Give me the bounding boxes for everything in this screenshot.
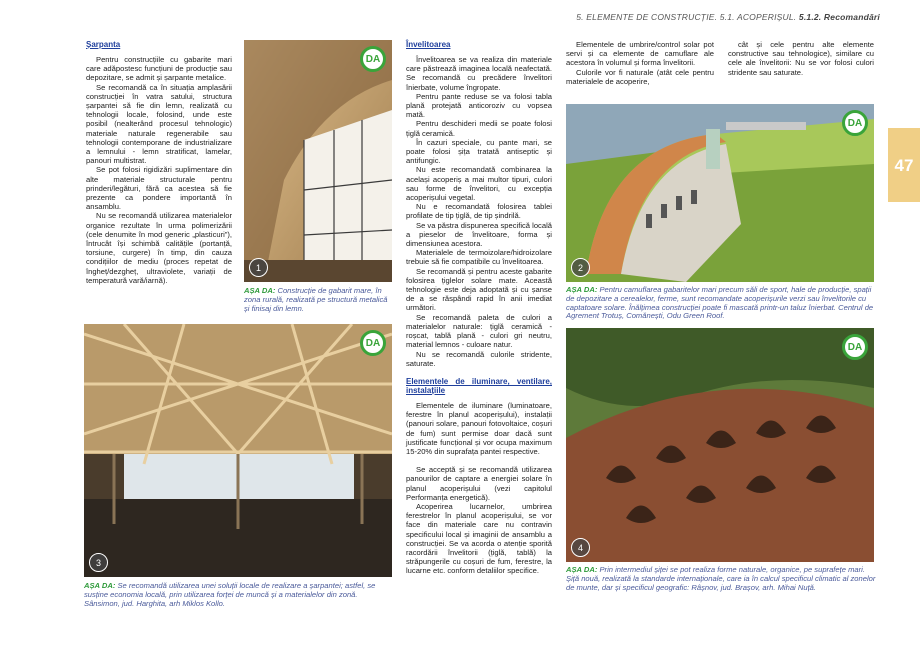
paragraph: Se recomandă ca în situația amplasării construcției în vatra satului, structura șarpantei să fie din lemn, realizată cu tehnologii locale, folosind, unde este posibil (nealterând procesul tehnologic) materiale naturale regenerabile sau tehnologii contemporane de industrializare a lemnului - lemn stratificat, lamelar, panouri multistrat. <box>86 82 232 166</box>
paragraph: În cazuri speciale, cu pante mari, se poate folosi șița tratată antiseptic și antifungic. <box>406 137 552 166</box>
heading-iluminare: Elementele de iluminare, ventilare, instalațiile <box>406 376 552 395</box>
heading-sarpanta: Șarpanta <box>86 40 121 49</box>
column-sarpanta <box>86 40 232 285</box>
photo-1-image <box>244 40 392 282</box>
column-invelitoarea <box>406 40 552 576</box>
paragraph: Pentru pante reduse se va folosi tabla plană protejată anticoroziv cu vopsea mată. <box>406 91 552 120</box>
paragraph: Învelitoarea se va realiza din materiale care păstrează imaginea locală neafectată. Se recomandă cu precădere învelitori înierbate, volume îngropate. <box>406 55 552 92</box>
paragraph: Se va păstra dispunerea specifică locală a pieselor de învelitoare, forma și dimensiunea acestora. <box>406 220 552 249</box>
paragraph: Nu se recomandă culorile stridente, saturate. <box>406 349 552 368</box>
caption-1 <box>244 287 394 313</box>
paragraph: Acoperirea lucarnelor, umbrirea ferestrelor în planul acoperișului, se vor face din materiale care nu contravin specificului local și imaginii de ansamblu a construcției. Se va acorda o atenție sporită racordării învelitorii (țiglă, tablă) la străpungerile cu coșuri de fum, ferestre, la lucarne etc. conform detaliilor specifice. <box>406 501 552 576</box>
column-umbrire <box>566 40 714 86</box>
paragraph: Se recomandă și pentru aceste gabarite folosirea țiglelor solare mate. Această tehnologie este deja adoptată și cu șanse de a se răspândi rapid în anii imediat următori. <box>406 266 552 313</box>
caption-text: Se recomandă utilizarea unei soluții locale de realizare a șarpantei; astfel, se susține economia locală, prin utilizarea forței de muncă și a materialelor din zonă. Sânsimon, jud. Harghita, arh Miklos Kollo. <box>84 581 376 608</box>
paragraph: Elementele de umbrire/control solar pot servi și ca elemente de camuflare ale acestora în volumul și forma învelitorii. <box>566 40 714 68</box>
paragraph: cât și cele pentru alte elemente constructive sau tehnologice), similare cu cele ale învelitorii: Nu se vor folosi culori stridente sau saturate. <box>728 40 874 77</box>
photo-number: 3 <box>89 553 108 572</box>
photo-1 <box>244 40 392 282</box>
paragraph: Elementele de iluminare (luminatoare, ferestre în planul acoperișului), instalații (panouri solare, panouri fotovoltaice, coșuri de fum) sunt permise doar dacă sunt justificate funcțional și vor ocupa maximum 15-20% din suprafața pantei respective. <box>406 400 552 456</box>
caption-2 <box>566 286 876 321</box>
paragraph: Se recomandă paleta de culori a materialelor naturale: țiglă ceramică - roșcat, tablă plană - culori gri neutru, material lemnos - culoare natur. <box>406 312 552 350</box>
column-culori <box>728 40 874 77</box>
photo-number: 4 <box>571 538 590 557</box>
running-header <box>576 12 880 22</box>
paragraph: Nu e recomandată folosirea tablei profilate de tip țiglă, de tip șindrilă. <box>406 202 552 221</box>
caption-label: AȘA DA: <box>244 286 276 295</box>
photo-3-image <box>84 324 392 577</box>
page-number-tab <box>888 128 920 202</box>
photo-4-image <box>566 328 874 562</box>
paragraph: Se pot folosi rigidizări suplimentare din alte materiale structurale pentru prinderi/legături, fără ca acestea să fie prezente ca pondere importantă în ansamblu. <box>86 165 232 212</box>
caption-label: AȘA DA: <box>566 285 598 294</box>
photo-2-image <box>566 104 874 282</box>
paragraph: Se acceptă și se recomandă utilizarea panourilor de captare a energiei solare în planul acoperișului (vezi capitolul Performanța energetică). <box>406 465 552 502</box>
paragraph: Culorile vor fi naturale (atât cele pentru materialele de acoperire, <box>566 67 714 86</box>
paragraph: Nu se recomandă utilizarea materialelor organice rezultate în urma polimerizării (cele denumite în mod generic „plasticuri”), întrucât își schimbă calitățile (portanță, torsiune, curgere) în timp, din cauza condițiilor de mediu (proces repetat de îngheț/dezgheț, ultraviolete, variații de temperatură vară/iarnă). <box>86 211 232 285</box>
approved-badge: DA <box>360 330 386 356</box>
photo-number: 1 <box>249 258 268 277</box>
header-chapter: 5. ELEMENTE DE CONSTRUCȚIE. <box>576 12 718 22</box>
heading-invelitoarea: Învelitoarea <box>406 40 451 49</box>
caption-text: Pentru camuflarea gabaritelor mari precum săli de sport, hale de producție, spații de depozitare a cerealelor, ferme, sunt recomandate acoperișurile verzi sau învelitorile cu captatoare solare. Înălțimea construcției poate fi mascată printr-un taluz înierbat. Centrul de Agrement Trotuș, Comănești, Odu Green Roof. <box>566 285 874 321</box>
caption-text: Prin intermediul șiței se pot realiza forme naturale, organice, pe suprafețe mari. Șiță nouă, realizată la standarde internaționale, care ia în calcul specificul climatic al zonelor de munte, dar și specificul geografic: Râșnov, jud. Brașov, arh. Mihai Nuță. <box>566 565 876 592</box>
page-number: 47 <box>894 156 914 175</box>
photo-4 <box>566 328 874 562</box>
approved-badge: DA <box>360 46 386 72</box>
photo-number: 2 <box>571 258 590 277</box>
caption-label: AȘA DA: <box>84 581 116 590</box>
caption-3 <box>84 582 394 608</box>
header-subsection: 5.1.2. Recomandări <box>798 12 880 22</box>
photo-2 <box>566 104 874 282</box>
header-section: 5.1. ACOPERIȘUL. <box>719 12 797 22</box>
paragraph: Materialele de termoizolare/hidroizolare trebuie să fie compatibile cu învelitoarea. <box>406 248 552 267</box>
caption-4 <box>566 566 876 592</box>
approved-badge: DA <box>842 110 868 136</box>
caption-text: Construcție de gabarit mare, în zona rurală, realizată pe structură metalică și finisaj din lemn. <box>244 286 388 313</box>
caption-label: AȘA DA: <box>566 565 598 574</box>
approved-badge: DA <box>842 334 868 360</box>
photo-3 <box>84 324 392 577</box>
paragraph: Pentru deschideri medii se poate folosi țiglă ceramică. <box>406 119 552 138</box>
paragraph: Nu este recomandată combinarea la același acoperiș a mai multor tipuri, culori sau forme de învelitori, cu excepția acoperișului vegetal. <box>406 165 552 203</box>
paragraph: Pentru construcțiile cu gabarite mari care adăpostesc funcțiuni de producție sau depozitare, se admit și șarpante metalice. <box>86 55 232 83</box>
